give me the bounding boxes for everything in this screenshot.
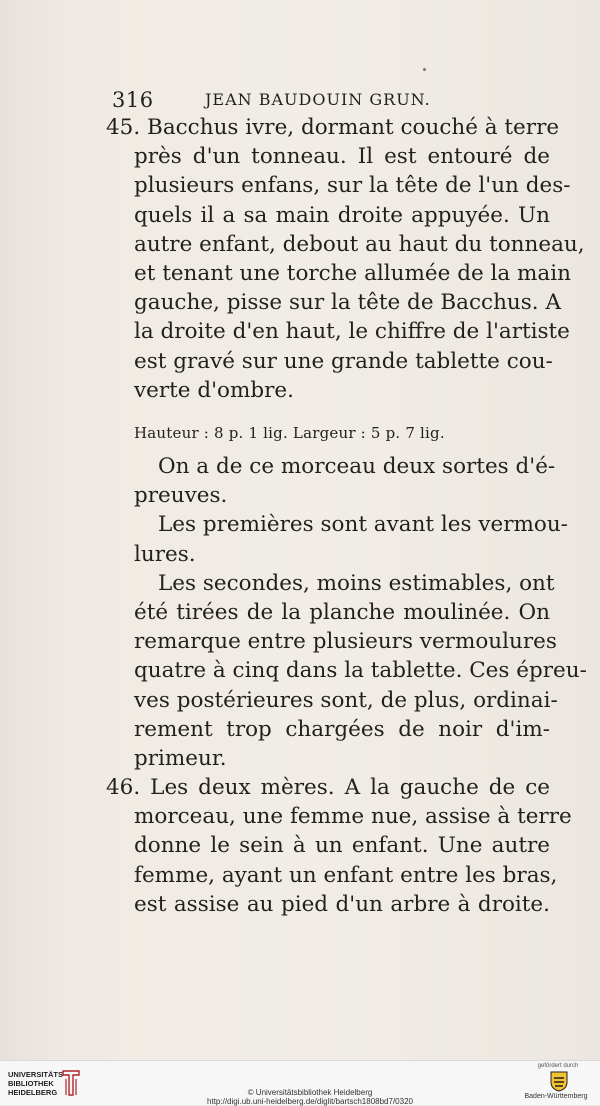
text-line: verte d'ombre.: [134, 377, 294, 403]
funded-by-label: gefördert durch: [537, 1063, 579, 1069]
page-number: 316: [112, 88, 154, 112]
text-line: On a de ce morceau deux sortes d'é-: [158, 454, 556, 479]
text-line: est gravé sur une grande tablette cou-: [134, 348, 553, 374]
library-logo-text: [8, 1070, 66, 1097]
text-line: Les secondes, moins estimables, ont: [158, 570, 555, 596]
entry-45-notes-and-entry-46: [106, 452, 587, 919]
state-name: Baden-Württemberg: [524, 1093, 588, 1100]
source-url[interactable]: http://digi.ub.uni-heidelberg.de/diglit/bartsch1808bd7/0320: [207, 1097, 413, 1106]
plate-dimensions: Hauteur : 8 p. 1 lig. Largeur : 5 p. 7 lig.: [134, 424, 445, 442]
text-line: morceau, une femme nue, assise à terre: [134, 804, 572, 830]
text-line: et tenant une torche allumée de la main: [134, 260, 571, 286]
text-line: été tirées de la planche moulinée. On: [134, 599, 550, 625]
text-line: autre enfant, debout au haut du tonneau,: [134, 231, 585, 257]
text-line: 46. Les deux mères. A la gauche de ce: [106, 775, 550, 801]
text-line: quels il a sa main droite appuyée. Un: [134, 202, 550, 228]
paper-speck: [423, 68, 426, 71]
text-line: quatre à cinq dans la tablette. Ces épreu-: [134, 658, 587, 684]
text-line: femme, ayant un enfant entre les bras,: [134, 862, 558, 888]
text-line: ves postérieures sont, de plus, ordinai-: [134, 687, 558, 713]
entry-45-text: [106, 113, 585, 405]
text-line: la droite d'en haut, le chiffre de l'artiste: [134, 319, 570, 345]
page-header: [112, 88, 462, 114]
text-line: lures.: [134, 541, 196, 567]
footer-bar: [0, 1060, 600, 1105]
text-line: est assise au pied d'un arbre à droite.: [134, 891, 550, 917]
text-line: rement trop chargées de noir d'im-: [134, 716, 550, 742]
text-line: donne le sein à un enfant. Une autre: [134, 833, 550, 859]
running-title: JEAN BAUDOUIN GRUN.: [205, 90, 431, 109]
text-line: gauche, pisse sur la tête de Bacchus. A: [134, 290, 561, 316]
library-emblem-icon: [60, 1069, 82, 1097]
text-line: remarque entre plusieurs vermoulures: [134, 629, 557, 655]
state-crest-icon: [548, 1070, 570, 1092]
copyright-credit: © Universitätsbibliothek Heidelberg: [247, 1088, 373, 1097]
library-name: UNIVERSITÄTS- BIBLIOTHEK HEIDELBERG: [8, 1070, 66, 1097]
text-line: preuves.: [134, 483, 228, 509]
text-line: Les premières sont avant les vermou-: [158, 512, 568, 538]
text-line: près d'un tonneau. Il est entouré de: [134, 144, 550, 170]
text-line: plusieurs enfans, sur la tête de l'un des-: [134, 173, 571, 199]
text-line: primeur.: [134, 745, 227, 771]
text-line: 45. Bacchus ivre, dormant couché à terre: [106, 115, 560, 140]
